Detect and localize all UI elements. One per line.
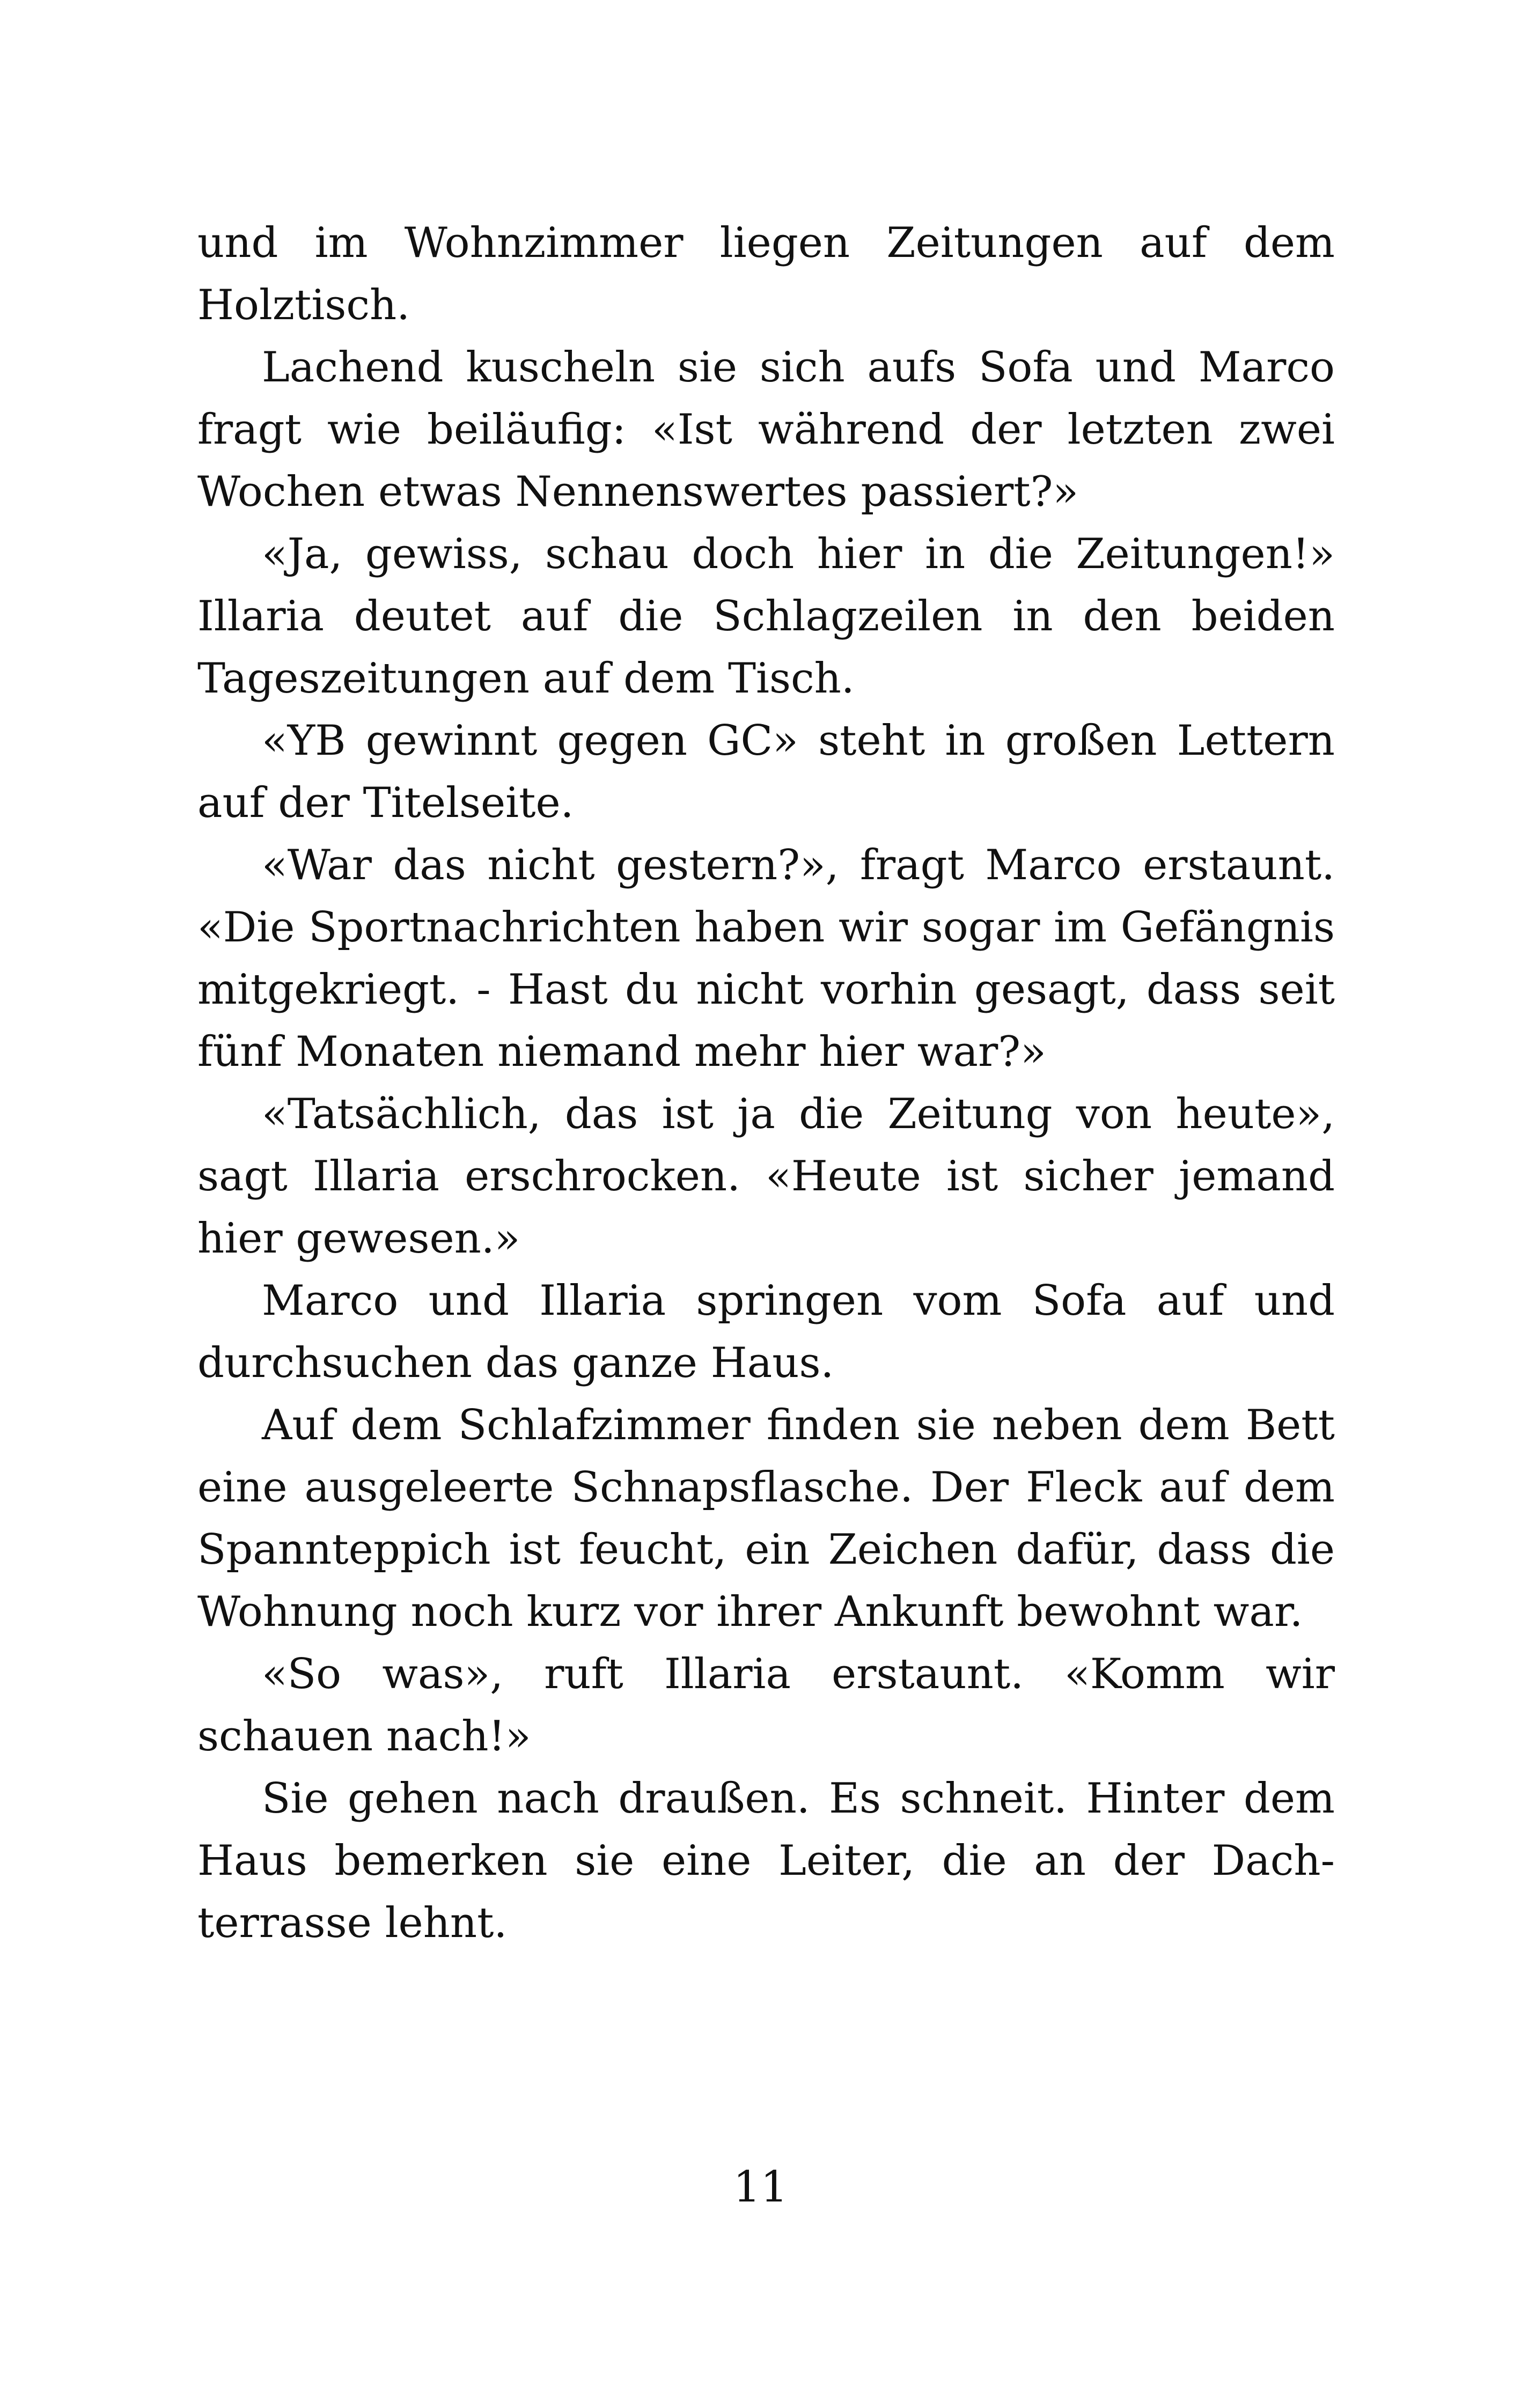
paragraph-6: «Tatsächlich, das ist ja die Zeitung von heute», sagt Illaria erschrocken. «Heute ist sicher jemand hier gewesen.» [197,1090,1335,1263]
paragraph-9: «So was», ruft Illaria erstaunt. «Komm wir schauen nach!» [197,1650,1335,1761]
paragraph-10: Sie gehen nach draußen. Es schneit. Hinter dem Haus bemerken sie eine Leiter, die an der Dachterrasse lehnt. [197,1774,1335,1947]
paragraph-3: «Ja, gewiss, schau doch hier in die Zeitungen!» Illaria deutet auf die Schlagzeilen in den beiden Tageszeitungen auf dem Tisch. [197,530,1335,703]
body-text [197,212,1335,1954]
paragraph-2: Lachend kuscheln sie sich aufs Sofa und Marco fragt wie beiläufig: «Ist während der letzten zwei Wochen etwas Nennenswertes passiert?» [197,343,1335,516]
paragraph-8: Auf dem Schlafzimmer finden sie neben dem Bett eine ausgeleerte Schnapsflasche. Der Fleck auf dem Spannteppich ist feucht, ein Zeichen dafür, dass die Wohnung noch kurz vor ihrer Ankunft bewohnt war. [197,1401,1335,1636]
paragraph-7: Marco und Illaria springen vom Sofa auf und durchsuchen das ganze Haus. [197,1277,1335,1387]
page-number: 11 [733,2162,788,2212]
paragraph-5: «War das nicht gestern?», fragt Marco erstaunt. «Die Sportnachrichten haben wir sogar im Gefängnis mitgekriegt. - Hast du nicht vorhin gesagt, dass seit fünf Monaten niemand mehr hier war?» [197,841,1335,1076]
paragraph-4: «YB gewinnt gegen GC» steht in großen Lettern auf der Titelseite. [197,717,1335,827]
paragraph-1: und im Wohnzimmer liegen Zeitungen auf dem Holztisch. [197,219,1335,329]
